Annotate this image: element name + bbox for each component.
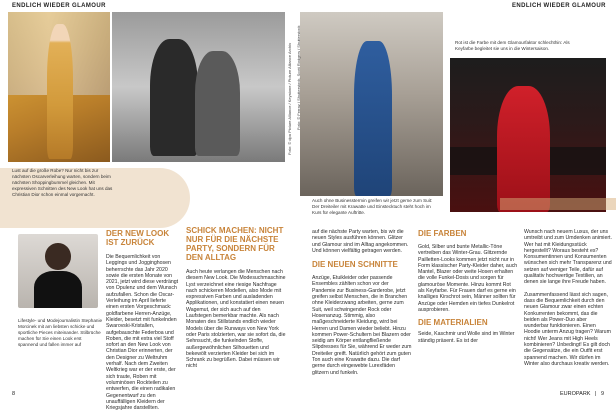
- author-portrait: [18, 234, 98, 308]
- luxury-text-2: Zusammenfassend lässt sich sagen, dass die Bequemlichkeit durch den neuen Glamour zwar einen echten Konkurrenten bekommt, das die beiden als Power-Duo aber wunderbar funktionieren. Einen Hoodie unterm Anzug tragen? Warum nicht! Wer Jeans mit High Heels kombinieren? Unbedingt! Es gilt doch die Gegensätze, die ein Outfit erst spannend machen. Wir dürfen im Winter also durchaus kreativ werden.: [524, 291, 611, 367]
- colors-heading: DIE FARBEN: [418, 229, 467, 238]
- smart-dressing-heading: SCHICK MACHEN: NICHT NUR FÜR DIE NÄCHSTE PARTY, SONDERN FÜR DEN ALLTAG: [186, 226, 284, 262]
- right-page-header: ENDLICH WIEDER GLAMOUR: [512, 3, 606, 9]
- materials-heading: DIE MATERIALIEN: [418, 318, 488, 328]
- new-cuts-heading: DIE NEUEN SCHNITTE: [312, 260, 398, 270]
- gold-dress-caption: Lust auf die große Robe? Nur nicht bis zur nächsten Oscarverleihung warten, sondern beim nächsten Shoppingbummel gleichen. Mit expressiven Schnitten des New Look hat uns das Christian Dior schon einmal vorgemacht.: [12, 168, 113, 197]
- materials-text: Seide, Kaschmir und Wolle sind im Winter ständig präsent. Es ist der: [418, 331, 515, 344]
- photo-credit-vintage: Foto: © dpa Picture Alliance / Keystone / Picture Alliance Archiv: [287, 42, 292, 155]
- street-suit-photo: [300, 12, 443, 196]
- new-cuts-intro-text: auf die nächste Party warten, bis wir die neuen Styles ausführen können. Glitzer und Glamour sind im Alltag angekommen. Und können vielfältig getragen werden.: [312, 229, 409, 254]
- right-footer: [560, 391, 604, 397]
- section-luxury: [524, 229, 612, 367]
- section-colors: [418, 229, 518, 344]
- new-cuts-text: Anzüge, Etuikleider oder passende Ensembles zählten schon vor der Pandemie zur Business-Garderobe, jetzt greifen selbst Menschen, die in Branchen ohne Kleiderzwang arbeiten, gerne zum Suit, weil schwingender Rock oder Hosenanzug. Stimmig, also maßgeschneiderte Kleidung, wird bei Herren und Damen wieder beliebt. Hinzu kommen Power-Schultern bei Blazern oder seidig am Körper entlangfließende Slipdresses für Sie, während Er weder zum Dreiteiler greift. Natürlich gehört zum guten Ton auch eine Krawatte dazu. Die darf gerne durch eingewebte Lurexfäden glitzern und funkeln.: [312, 275, 412, 376]
- left-page-header: ENDLICH WIEDER GLAMOUR: [12, 3, 106, 9]
- smart-dressing-text: Auch heute verlangen die Menschen nach diesem New Look. Die Modesuchmaschine Lyst verzeichnet eine riesige Nachfrage nach schickeren Modellen, also Mode mit expressiven Farben und ausladenden Applikationen, und konstatiert einen neuen Wagemut, der sich auch auf den Laufstegen bemerkbar machte. Als nach Monaten des Stillstands endlich wieder Models über die Runways von New York oder Paris stolzierten, war sie sofort da, die Sehnsucht, die funkelnden Stoffe, außergewöhnlichen Silhouetten und bekewölt verzierten Kleider bei sich im Schrank zu begrüßen. Dabei müssen wir nicht: [186, 269, 286, 370]
- street-suit-caption: Auch ohne Businesstermin greifen wir jetzt gerne zum Suit: Der Dreiteiler mit Krawatte und Einstecktuch steht hoch im Kurs für elegante Auftritte.: [312, 198, 433, 215]
- gold-dress-photo: [8, 12, 110, 162]
- portrait-caption: Lifestyle- und Modejournalistin Stephanie Morcinek mit am liebsten schicke und sportliche Pieces miteinander. Stilbrüche machen für Sie einen Look erst spannend und fallen immer auf: [18, 318, 103, 347]
- luxury-text-1: Wunsch nach neuem Luxus, der uns umtreibt und zum Umdenken animiert. Wer hat mit Kleidungsstück hergestellt? Woraus besteht es? Konsumentinnen und Konsumenten wünschen sich mehr Transparenz und setzen auf weniger Teile, dafür auf qualitativ hochwertige Textilien, an denen sie lange ihre Freude haben.: [524, 229, 612, 286]
- brand-name: EUROPARK: [560, 391, 591, 397]
- footer-separator: |: [595, 391, 597, 397]
- red-dress-photo: [450, 58, 606, 212]
- new-look-text: Die Bequemlichkeit von Leggings und Jogginghosen beherrschte das Jahr 2020 sowie die ersten Monate von 2021, jetzt wird diese verdrängt von Opulenz und dem Wunsch aufzufallen. Schon die Oscar-Verleihung im April lieferte einen ersten Vorgeschmack: goldfarbene Herren-Anzüge, Kleider, besetzt mit funkelnden Swarovski-Kristallen, aufgebauschte Federboa und Roben, die mit extra viel Stoff sofort an den New Look von Christian Dior erinnerten, der den Designer zu Weltruhm verhalf. Nach dem Zweiten Weltkrieg war er der erste, der sich traute, Roben mit voluminösen Rockteilen zu entwerfen, die einen radikalen Gegenentwurf zu den unauffälligen Kleidern der Kriegsjahre darstellten.: [106, 254, 179, 411]
- decorative-band-right: [500, 198, 616, 210]
- section-new-look: [106, 229, 180, 411]
- new-look-heading: DER NEW LOOK IST ZURÜCK: [106, 229, 170, 247]
- right-page-number: 9: [600, 391, 605, 397]
- left-page-number: 8: [12, 391, 16, 397]
- section-new-cuts: [312, 229, 412, 376]
- section-smart-dressing: [186, 226, 286, 370]
- vintage-couple-photo: [112, 12, 285, 162]
- photo-credit-street: Foto: © Ferraz / Shutterstock, Scott Rodgers / Shutterstock: [296, 25, 301, 130]
- red-dress-caption: Rot ist die Farbe mit dem Glamourfaktor schlechthin: Als Keyfarbe begleitet sie uns in die Wintersaison.: [455, 40, 570, 51]
- colors-text: Gold, Silber und bunte Metallic-Töne vertreiben das Winter-Grau. Glitzernde Pailletten-Looks kommen jetzt nicht nur in Form klassischer Party-Kleider daher, auch Mantel, Blazer oder weite Hosen erhalten die volle Funkel-Dosis und sorgen für glamouröse Momente. Hinzu kommt Rot als Keyfarbe. Für Frauen darf es gerne ein knalliges Kirschrot sein, Männer sollten für Anzüge oder Hemden ein tiefes Dunkelrot ausprobieren.: [418, 244, 518, 313]
